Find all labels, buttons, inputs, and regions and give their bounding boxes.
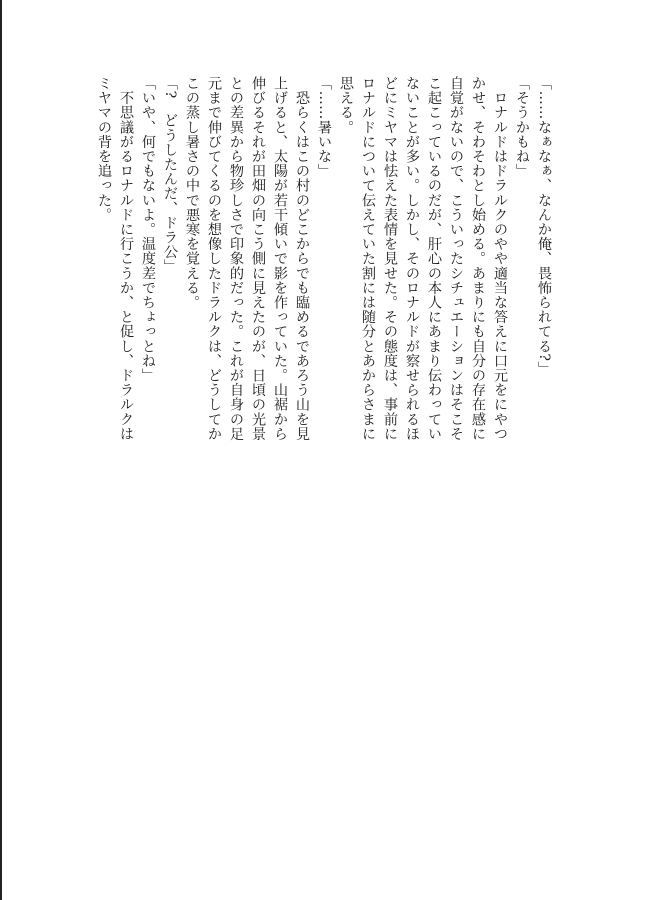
text-line: 自覚がないので、こういったシチュエーションはそこそ (448, 76, 464, 441)
text-line: 思える。 (338, 76, 354, 135)
text-line: 「? どうしたんだ、ドラ公」 (162, 76, 178, 274)
text-line: 恐らくはこの村のどこからでも臨めるであろう山を見 (294, 76, 310, 441)
text-line: ないことが多い。しかし、そのロナルドが察せられるほ (404, 76, 420, 441)
text-line: こ起こっているのだが、肝心の本人にあまり伝わってい (426, 76, 442, 441)
vertical-text-body (93, 76, 555, 666)
text-line: 伸びるそれが田畑の向こう側に見えたのが、日頃の光景 (250, 76, 266, 441)
text-line: ミヤマの背を追った。 (96, 76, 112, 222)
text-line: かせ、そわそわとし始める。あまりにも自分の存在感に (470, 76, 486, 441)
text-line: との差異から物珍しさで印象的だった。これが自身の足 (228, 76, 244, 441)
text-line: 不思議がるロナルドに行こうか、と促し、ドラルクは (118, 76, 134, 441)
text-line: 「いや、何でもないよ。温度差でちょっとね」 (140, 76, 156, 383)
text-line: 「……暑いな」 (316, 76, 332, 179)
text-line: ロナルドはドラルクのやや適当な答えに口元をにやつ (492, 76, 508, 441)
text-line: 上げると、太陽が若干傾いで影を作っていた。山裾から (272, 76, 288, 441)
text-line: 「そうかもね」 (514, 76, 530, 179)
text-line: 元まで伸びてくるのを想像したドラルクは、どうしてか (206, 76, 222, 441)
text-line: この蒸し暑さの中で悪寒を覚える。 (184, 76, 200, 310)
text-line: 「……なぁなぁ、なんか俺、畏怖られてる?」 (536, 76, 552, 376)
text-line: どにミヤマは怯えた表情を見せた。その態度は、事前に (382, 76, 398, 441)
text-line: ロナルドについて伝えていた割には随分とあからさまに (360, 76, 376, 441)
